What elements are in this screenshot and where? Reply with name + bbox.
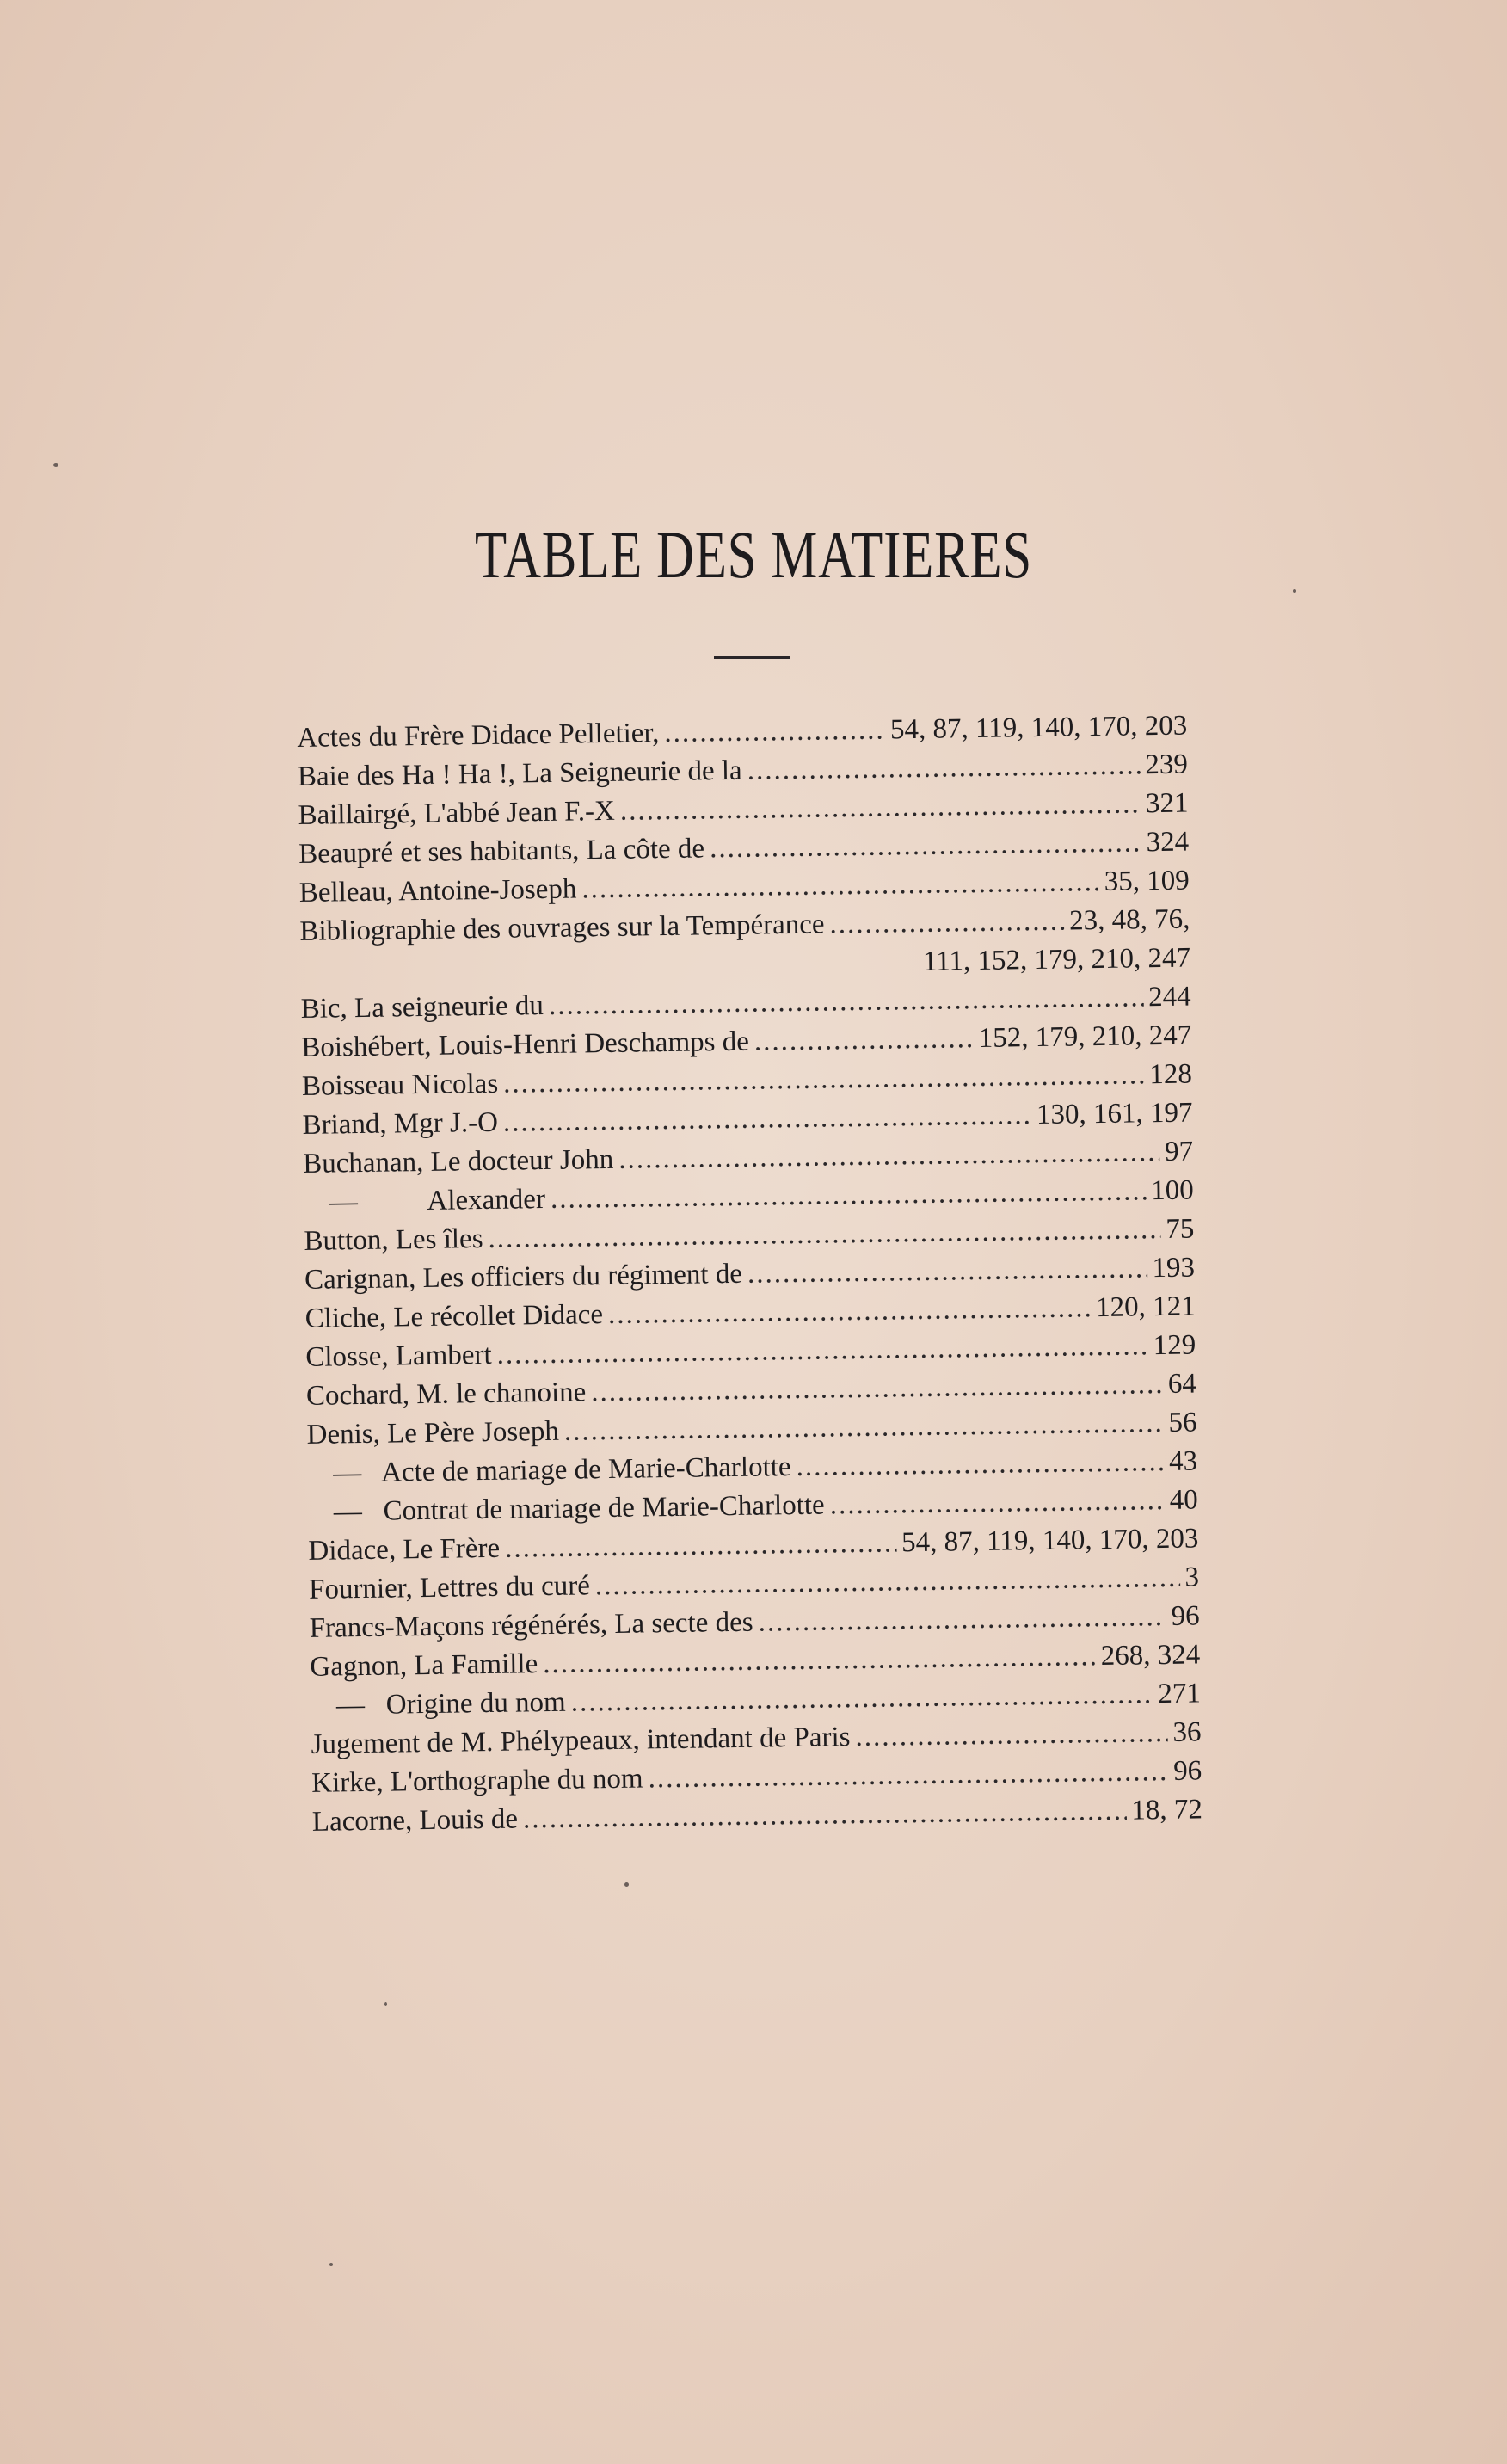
toc-entry-pages: 271 bbox=[1158, 1678, 1202, 1710]
toc-entry-pages: 96 bbox=[1171, 1600, 1200, 1632]
paper-speck bbox=[53, 463, 58, 467]
dot-leader bbox=[608, 1289, 1092, 1334]
paper-speck bbox=[329, 2263, 333, 2266]
toc-entry-pages: 129 bbox=[1153, 1329, 1196, 1362]
toc-entry-pages: 324 bbox=[1146, 826, 1190, 859]
toc-entry-pages: 35, 109 bbox=[1104, 865, 1190, 897]
toc-entry-pages: 54, 87, 119, 140, 170, 203 bbox=[901, 1523, 1199, 1559]
toc-entry-pages: 321 bbox=[1145, 787, 1189, 820]
toc-entry-label: — Alexander bbox=[329, 1184, 546, 1218]
toc-entry-label: Buchanan, Le docteur John bbox=[302, 1143, 614, 1180]
dot-leader bbox=[855, 1714, 1168, 1757]
toc-entry-label: Briand, Mgr J.-O bbox=[302, 1106, 499, 1141]
title-rule bbox=[714, 656, 790, 659]
toc-entry-pages: 152, 179, 210, 247 bbox=[978, 1019, 1192, 1054]
toc-entry-pages: 130, 161, 197 bbox=[1036, 1097, 1193, 1131]
toc-entry-label: — Contrat de mariage de Marie-Charlotte bbox=[333, 1489, 825, 1528]
toc-entry-label: Bic, La seigneurie du bbox=[300, 990, 544, 1025]
toc-entry-pages: 100 bbox=[1150, 1174, 1194, 1207]
toc-entry-pages: 23, 48, 76, bbox=[1068, 903, 1190, 937]
toc-entry-pages: 96 bbox=[1172, 1755, 1203, 1787]
toc-entry-label: Baillairgé, L'abbé Jean F.-X bbox=[298, 795, 616, 831]
toc-entry-label: Carignan, Les officiers du régiment de bbox=[304, 1258, 743, 1296]
table-of-contents bbox=[297, 707, 1203, 1842]
toc-entry-label: — Origine du nom bbox=[335, 1686, 566, 1722]
toc-entry-label: Actes du Frère Didace Pelletier, bbox=[297, 718, 660, 754]
toc-entry-pages: 239 bbox=[1145, 748, 1189, 781]
toc-entry-pages: 128 bbox=[1149, 1058, 1193, 1091]
paper-speck bbox=[1293, 589, 1296, 593]
dot-leader bbox=[523, 1792, 1127, 1839]
dot-leader bbox=[829, 1481, 1165, 1525]
dot-leader bbox=[758, 1598, 1166, 1642]
toc-entry-label: Boishébert, Louis-Henri Deschamps de bbox=[301, 1026, 750, 1063]
toc-entry-label: Belleau, Antoine-Joseph bbox=[298, 873, 577, 909]
toc-entry-pages: 3 bbox=[1184, 1562, 1200, 1593]
toc-entry-label: Bibliographie des ouvrages sur la Tempérance bbox=[299, 909, 825, 947]
toc-entry-label: — Acte de mariage de Marie-Charlotte bbox=[332, 1451, 791, 1489]
page-title: TABLE DES MATIERES bbox=[474, 517, 1032, 592]
toc-entry-label: Lacorne, Louis de bbox=[311, 1803, 519, 1838]
toc-entry-label: Didace, Le Frère bbox=[308, 1532, 501, 1567]
toc-entry-label: Button, Les îles bbox=[304, 1223, 483, 1257]
dot-leader bbox=[747, 746, 1140, 790]
toc-entry-label: Boisseau Nicolas bbox=[301, 1068, 499, 1102]
toc-entry-pages: 244 bbox=[1147, 981, 1191, 1013]
toc-entry-pages: 64 bbox=[1167, 1368, 1197, 1400]
toc-entry-label: Kirke, L'orthographe du nom bbox=[311, 1763, 643, 1799]
toc-entry-pages: 54, 87, 119, 140, 170, 203 bbox=[889, 710, 1188, 746]
toc-entry-pages: 268, 324 bbox=[1100, 1639, 1201, 1672]
toc-entry-pages: 75 bbox=[1166, 1213, 1195, 1245]
paper-speck bbox=[384, 2002, 387, 2006]
toc-entry-label: Francs-Maçons régénérés, La secte des bbox=[309, 1606, 754, 1644]
toc-entry-label: Closse, Lambert bbox=[305, 1339, 492, 1373]
paper-speck bbox=[624, 1882, 629, 1887]
dot-leader bbox=[505, 1524, 897, 1568]
toc-entry-pages: 56 bbox=[1168, 1407, 1197, 1438]
toc-entry-pages: 43 bbox=[1168, 1445, 1198, 1477]
toc-entry-pages: 111, 152, 179, 210, 247 bbox=[922, 942, 1191, 977]
toc-entry-label: Jugement de M. Phélypeaux, intendant de Paris bbox=[311, 1722, 851, 1760]
dot-leader bbox=[754, 1019, 975, 1062]
toc-entry-label: Beaupré et ses habitants, La côte de bbox=[298, 833, 705, 870]
toc-entry-pages: 36 bbox=[1172, 1716, 1202, 1748]
toc-entry-label: Baie des Ha ! Ha !, La Seigneurie de la bbox=[297, 755, 742, 792]
toc-entry-pages: 120, 121 bbox=[1095, 1291, 1196, 1324]
toc-entry-label: Cliche, Le récollet Didace bbox=[304, 1299, 604, 1334]
dot-leader bbox=[796, 1443, 1164, 1487]
dot-leader bbox=[829, 902, 1064, 945]
toc-entry-pages: 40 bbox=[1169, 1484, 1199, 1516]
dot-leader bbox=[747, 1249, 1147, 1293]
dot-leader bbox=[664, 711, 885, 753]
dot-leader bbox=[710, 823, 1141, 868]
toc-entry-label: Gagnon, La Famille bbox=[310, 1648, 538, 1683]
toc-entry-pages: 18, 72 bbox=[1131, 1794, 1203, 1826]
toc-entry-pages: 97 bbox=[1164, 1136, 1194, 1167]
toc-entry-label: Cochard, M. le chanoine bbox=[305, 1377, 587, 1412]
toc-entry-pages: 193 bbox=[1152, 1252, 1196, 1284]
toc-entry-label: Denis, Le Père Joseph bbox=[306, 1415, 560, 1451]
toc-entry-label: Fournier, Lettres du curé bbox=[308, 1570, 591, 1605]
